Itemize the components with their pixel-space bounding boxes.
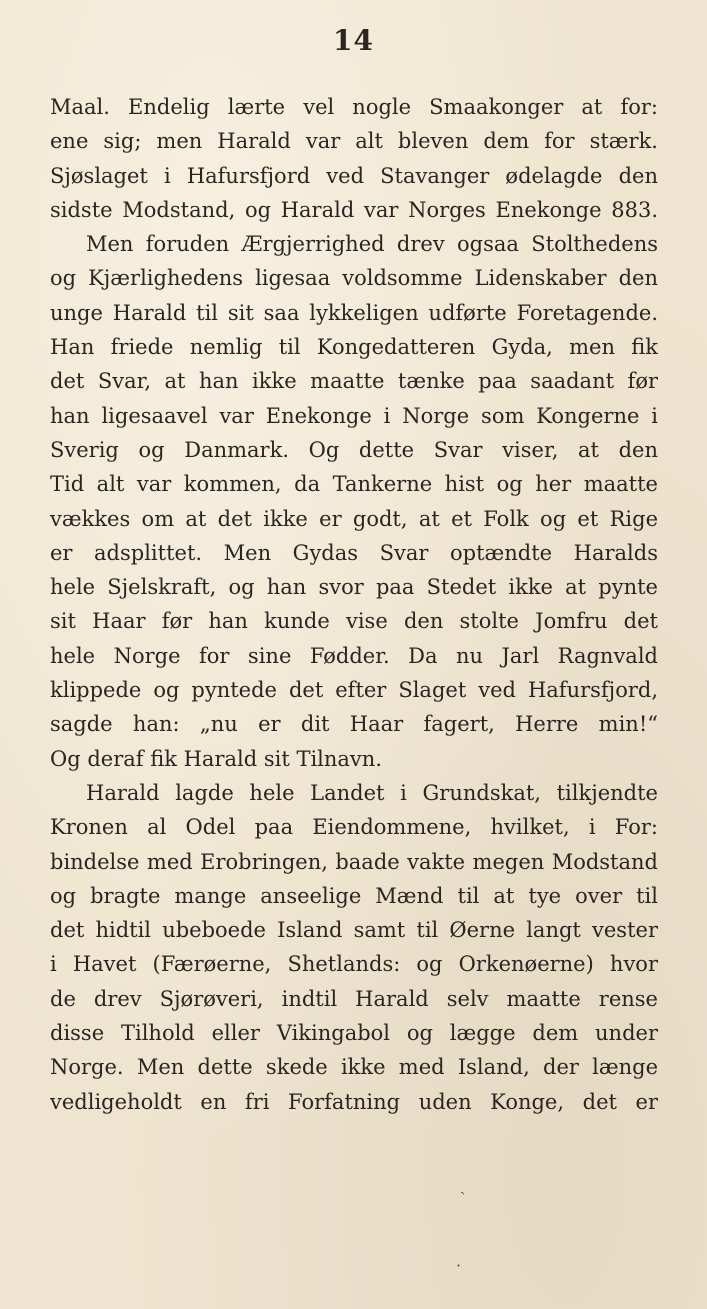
- text-line: disse Tilhold eller Vikingabol og lægge dem under: [50, 1021, 658, 1046]
- text-line: Sjøslaget i Hafursfjord ved Stavanger ødelagde den: [50, 163, 658, 188]
- text-line: vedligeholdt en fri Forfatning uden Konge, det er: [50, 1089, 658, 1114]
- ink-speck: ·: [456, 1256, 462, 1275]
- text-line: det hidtil ubeboede Island samt til Øerne langt vester: [50, 918, 658, 943]
- text-line: sidste Modstand, og Harald var Norges Enekonge 883.: [50, 197, 658, 222]
- ink-speck: ˎ: [460, 1176, 466, 1195]
- text-line: de drev Sjørøveri, indtil Harald selv maatte rense: [50, 986, 658, 1011]
- text-line: og Kjærlighedens ligesaa voldsomme Lidenskaber den: [50, 266, 658, 291]
- text-line: Sverig og Danmark. Og dette Svar viser, at den: [50, 437, 658, 462]
- text-line: bindelse med Erobringen, baade vakte megen Modstand: [50, 849, 658, 874]
- page-number: 14: [333, 24, 374, 57]
- text-line: han ligesaavel var Enekonge i Norge som Kongerne i: [50, 403, 658, 428]
- text-line: i Havet (Færøerne, Shetlands: og Orkenøerne) hvor: [50, 952, 658, 977]
- text-line: sagde han: „nu er dit Haar fagert, Herre min!“: [50, 712, 658, 737]
- text-line: klippede og pyntede det efter Slaget ved Hafursfjord,: [50, 678, 658, 703]
- text-line: og bragte mange anseelige Mænd til at tye over til: [50, 883, 658, 908]
- text-line: Tid alt var kommen, da Tankerne hist og her maatte: [50, 472, 658, 497]
- text-line: er adsplittet. Men Gydas Svar optændte Haralds: [50, 540, 658, 565]
- text-line: Han friede nemlig til Kongedatteren Gyda, men fik: [50, 335, 658, 360]
- text-line: hele Sjelskraft, og han svor paa Stedet ikke at pynte: [50, 575, 658, 600]
- text-line: hele Norge for sine Fødder. Da nu Jarl Ragnvald: [50, 643, 658, 668]
- text-line: Kronen al Odel paa Eiendommene, hvilket, i For:: [50, 815, 658, 840]
- text-line: unge Harald til sit saa lykkeligen udførte Foretagende.: [50, 300, 658, 325]
- text-line: Harald lagde hele Landet i Grundskat, tilkjendte: [86, 780, 658, 805]
- text-line: Men foruden Ærgjerrighed drev ogsaa Stolthedens: [86, 232, 658, 257]
- text-line: sit Haar før han kunde vise den stolte Jomfru det: [50, 609, 658, 634]
- text-line: det Svar, at han ikke maatte tænke paa saadant før: [50, 369, 658, 394]
- body-text: [50, 90, 658, 1119]
- text-line: ene sig; men Harald var alt bleven dem for stærk.: [50, 129, 658, 154]
- text-line: Og deraf fik Harald sit Tilnavn.: [50, 746, 383, 771]
- text-line: Norge. Men dette skede ikke med Island, der længe: [50, 1055, 658, 1080]
- text-line: vækkes om at det ikke er godt, at et Folk og et Rige: [50, 506, 658, 531]
- text-line: Maal. Endelig lærte vel nogle Smaakonger at for:: [50, 95, 658, 119]
